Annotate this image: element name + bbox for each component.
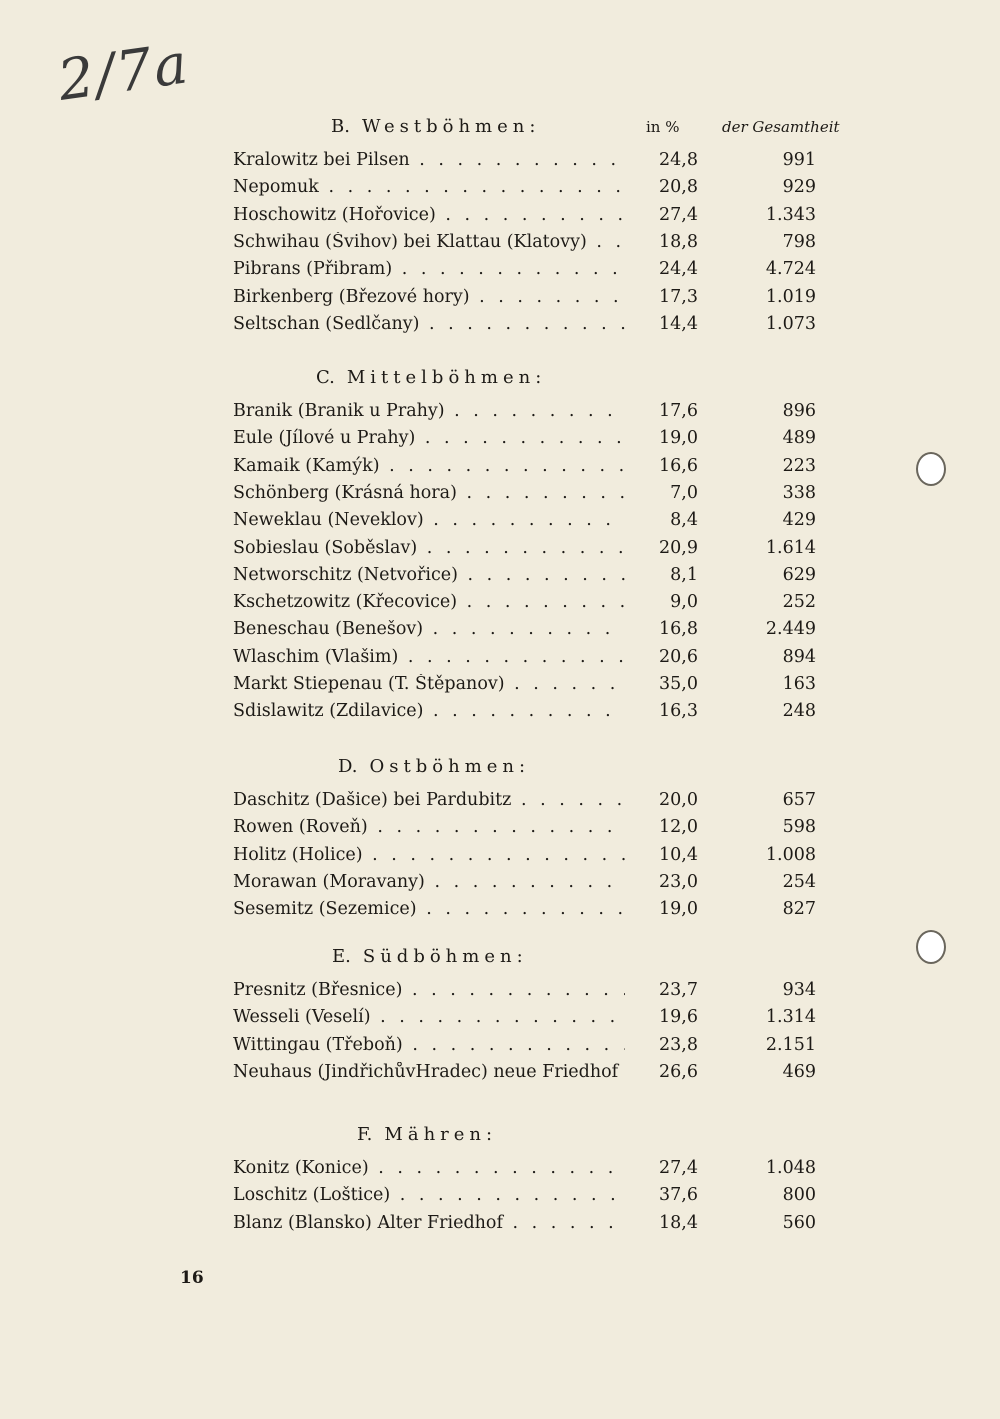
percent-value: 18,4 [659, 1212, 698, 1233]
percent-value: 16,8 [659, 619, 698, 640]
place-name: Schönberg (Krásná hora) . . . [233, 483, 625, 503]
section-letter: D. [338, 756, 358, 777]
place-name: Sdislawitz (Zdilavice) . . . [233, 701, 625, 721]
total-value: 657 [782, 790, 816, 810]
total-value: 338 [782, 482, 816, 503]
total-value: 598 [782, 817, 816, 838]
total-value: 800 [782, 1185, 816, 1206]
section-name: Mittelböhmen: [346, 367, 547, 388]
total-value: 1.614 [765, 537, 816, 558]
percent-value: 12,0 [659, 817, 698, 838]
place-name: Blanz (Blansko) Alter Friedhof . . . [233, 1213, 625, 1233]
section-name: Mähren: [384, 1124, 498, 1145]
section-letter: F. [357, 1124, 373, 1145]
percent-value: 27,4 [659, 204, 698, 225]
section-title [332, 946, 528, 967]
total-value: 798 [782, 231, 816, 252]
table-row [0, 817, 1000, 844]
percent-value: 37,6 [659, 1185, 698, 1206]
total-value: 1.008 [765, 844, 816, 865]
percent-value: 19,0 [659, 899, 698, 920]
percent-value: 19,0 [659, 428, 698, 449]
total-value: 934 [782, 980, 816, 1000]
section-letter: E. [332, 946, 351, 967]
total-value: 4.724 [765, 259, 816, 280]
place-name: Sobieslau (Soběslav) . . . [233, 538, 625, 558]
place-name: Eule (Jílové u Prahy) . . . [233, 428, 625, 448]
place-name: Rowen (Roveň) . . . [233, 817, 625, 837]
total-value: 254 [782, 871, 816, 892]
section-header [0, 946, 1000, 976]
place-name: Pibrans (Přibram) . . . [233, 259, 625, 279]
section-title [357, 1124, 497, 1145]
place-name: Sesemitz (Sezemice) . . . [233, 899, 625, 919]
place-name: Kschetzowitz (Křecovice) . . . [233, 592, 625, 612]
table-row [0, 456, 1000, 483]
table-row [0, 1035, 1000, 1062]
table-row [0, 1062, 1000, 1089]
total-value: 1.314 [765, 1007, 816, 1028]
section-name: Ostböhmen: [369, 756, 531, 777]
percent-value: 16,6 [659, 455, 698, 476]
table-row [0, 232, 1000, 259]
percent-value: 27,4 [659, 1158, 698, 1178]
percent-value: 18,8 [659, 231, 698, 252]
place-name: Birkenberg (Březové hory) . . . [233, 287, 625, 307]
total-value: 1.019 [765, 286, 816, 307]
table-row [0, 538, 1000, 565]
table-row [0, 150, 1000, 177]
total-value: 1.073 [765, 313, 816, 334]
place-name: Networschitz (Netvořice) . . . [233, 565, 625, 585]
total-value: 223 [782, 455, 816, 476]
section-title [338, 756, 530, 777]
percent-value: 7,0 [670, 482, 698, 503]
total-value: 163 [782, 674, 816, 694]
percent-value: 17,6 [659, 401, 698, 421]
table-row [0, 619, 1000, 646]
handwritten-note: 2/7a [54, 31, 194, 114]
table-row [0, 592, 1000, 619]
total-value: 2.449 [765, 619, 816, 640]
table-row [0, 401, 1000, 428]
place-name: Neweklau (Neveklov) . . . [233, 510, 625, 530]
section-title [331, 116, 540, 137]
section-header [0, 116, 1000, 146]
total-value: 896 [782, 401, 816, 421]
percent-value: 20,6 [659, 646, 698, 667]
place-name: Neuhaus (JindřichůvHradec) neue Friedhof . . . [233, 1062, 625, 1082]
table-row [0, 872, 1000, 899]
column-header-percent: in % [646, 118, 680, 136]
table-row [0, 565, 1000, 592]
place-name: Loschitz (Loštice) . . . [233, 1185, 625, 1205]
place-name: Seltschan (Sedlčany) . . . [233, 314, 625, 334]
percent-value: 23,8 [659, 1034, 698, 1055]
total-value: 429 [782, 510, 816, 531]
percent-value: 16,3 [659, 701, 698, 722]
table-row [0, 205, 1000, 232]
total-value: 629 [782, 564, 816, 585]
percent-value: 26,6 [659, 1061, 698, 1082]
section-letter: B. [331, 116, 350, 137]
section-name: Südböhmen: [362, 946, 528, 967]
total-value: 1.048 [765, 1158, 816, 1178]
place-name: Wlaschim (Vlašim) . . . [233, 647, 625, 667]
place-name: Kralowitz bei Pilsen . . . [233, 150, 625, 170]
total-value: 2.151 [765, 1034, 816, 1055]
percent-value: 10,4 [659, 844, 698, 865]
section-header [0, 1124, 1000, 1154]
section-name: Westböhmen: [361, 116, 541, 137]
percent-value: 17,3 [659, 286, 698, 307]
percent-value: 23,0 [659, 871, 698, 892]
total-value: 991 [782, 150, 816, 170]
table-row [0, 845, 1000, 872]
percent-value: 35,0 [659, 674, 698, 694]
place-name: Presnitz (Břesnice) . . . [233, 980, 625, 1000]
place-name: Hoschowitz (Hořovice) . . . [233, 205, 625, 225]
percent-value: 24,8 [659, 150, 698, 170]
table-row [0, 483, 1000, 510]
table-row [0, 674, 1000, 701]
place-name: Nepomuk . . . [233, 177, 625, 197]
table-row [0, 287, 1000, 314]
total-value: 827 [782, 899, 816, 920]
table-row [0, 980, 1000, 1007]
total-value: 894 [782, 646, 816, 667]
table-row [0, 314, 1000, 341]
table-row [0, 899, 1000, 926]
percent-value: 23,7 [659, 980, 698, 1000]
total-value: 248 [782, 701, 816, 722]
table-row [0, 428, 1000, 455]
total-value: 489 [782, 428, 816, 449]
table-row [0, 647, 1000, 674]
section-header [0, 367, 1000, 397]
percent-value: 9,0 [670, 592, 698, 613]
table-row [0, 510, 1000, 537]
table-row [0, 790, 1000, 817]
percent-value: 24,4 [659, 259, 698, 280]
place-name: Kamaik (Kamýk) . . . [233, 456, 625, 476]
percent-value: 20,8 [659, 177, 698, 198]
section-letter: C. [316, 367, 335, 388]
percent-value: 14,4 [659, 313, 698, 334]
section-title [316, 367, 546, 388]
table-row [0, 701, 1000, 728]
total-value: 252 [782, 592, 816, 613]
percent-value: 20,9 [659, 537, 698, 558]
total-value: 929 [782, 177, 816, 198]
place-name: Wittingau (Třeboň) . . . [233, 1035, 625, 1055]
place-name: Markt Stiepenau (T. Štěpanov) . . . [233, 674, 625, 694]
column-header-total: der Gesamtheit [722, 118, 840, 136]
total-value: 560 [782, 1212, 816, 1233]
table-row [0, 1007, 1000, 1034]
total-value: 469 [782, 1061, 816, 1082]
place-name: Branik (Branik u Prahy) . . . [233, 401, 625, 421]
place-name: Konitz (Konice) . . . [233, 1158, 625, 1178]
table-row [0, 1213, 1000, 1240]
place-name: Morawan (Moravany) . . . [233, 872, 625, 892]
place-name: Holitz (Holice) . . . [233, 845, 625, 865]
table-row [0, 1185, 1000, 1212]
table-row [0, 1158, 1000, 1185]
place-name: Wesseli (Veselí) . . . [233, 1007, 625, 1027]
percent-value: 19,6 [659, 1007, 698, 1028]
percent-value: 8,4 [670, 510, 698, 531]
table-row [0, 177, 1000, 204]
page-number: 16 [180, 1268, 204, 1288]
place-name: Schwihau (Švihov) bei Klattau (Klatovy) . . . [233, 232, 625, 252]
percent-value: 20,0 [659, 790, 698, 810]
place-name: Daschitz (Dašice) bei Pardubitz . . . [233, 790, 625, 810]
table-row [0, 259, 1000, 286]
percent-value: 8,1 [670, 564, 698, 585]
place-name: Beneschau (Benešov) . . . [233, 619, 625, 639]
section-header [0, 756, 1000, 786]
total-value: 1.343 [765, 204, 816, 225]
